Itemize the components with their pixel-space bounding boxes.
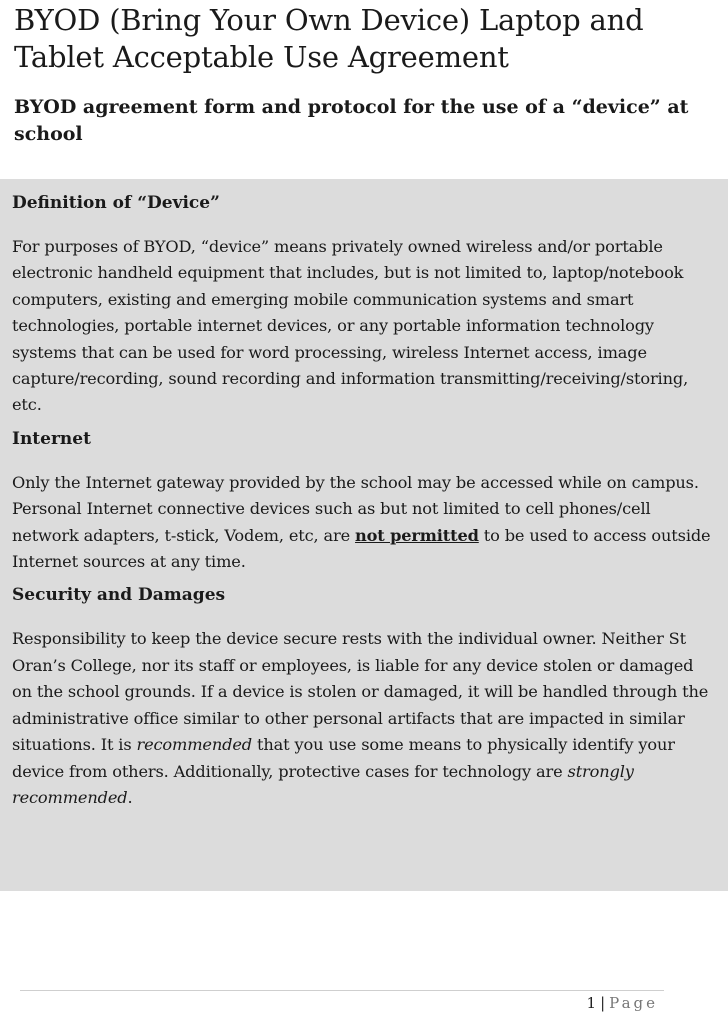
document-subtitle: BYOD agreement form and protocol for the use of a “device” at school — [14, 96, 689, 145]
document-title: BYOD (Bring Your Own Device) Laptop and Tablet Acceptable Use Agreement — [14, 3, 644, 74]
section-heading-definition: Definition of “Device” — [12, 193, 220, 213]
content-panel — [0, 179, 728, 891]
security-italic-strongly-recommended: strongly recommended — [12, 761, 634, 807]
page-number: 1 — [586, 994, 597, 1012]
footer-separator: | — [600, 994, 606, 1012]
section-body-definition: For purposes of BYOD, “device” means privately owned wireless and/or portable electronic handheld equipment that includes, but is not limited to, laptop/notebook computers, existing and emerging mobile communication systems and smart technologies, portable internet devices, or any portable information technology systems that can be used for word processing, wireless Internet access, image capture/recording, sound recording and information transmitting/receiving/storing, etc. — [12, 237, 689, 415]
section-heading-security: Security and Damages — [12, 585, 226, 606]
internet-text-before: Only the Internet gateway provided by the school may be accessed while on campus. Personal Internet connective devices such as but not limited to cell phones/cell network adapters, t-stick, Vodem, etc, are — [12, 472, 699, 545]
security-italic-recommended: recommended — [136, 735, 252, 755]
security-text-part1: Responsibility to keep the device secure rests with the individual owner. Neither St Oran’s College, nor its staff or employees, is liable for any device stolen or damaged on the school grounds. If a device is stolen or damaged, it will be handled through the administrative office similar to other personal artifacts that are impacted in similar situations. It is — [12, 629, 709, 755]
page-label: Page — [609, 994, 658, 1012]
footer-divider — [20, 990, 664, 991]
security-text-part2: that you use some means to physically identify your device from others. Additionally, protective cases for technology are — [12, 735, 675, 781]
section-body-internet — [12, 470, 718, 576]
internet-text-after: to be used to access outside Internet sources at any time. — [12, 525, 711, 572]
section-heading-internet: Internet — [12, 428, 91, 449]
section-body-security — [12, 626, 718, 811]
internet-emphasis-not-permitted: not permitted — [355, 525, 479, 545]
security-text-part3: . — [127, 787, 133, 807]
page-footer — [587, 993, 658, 1013]
